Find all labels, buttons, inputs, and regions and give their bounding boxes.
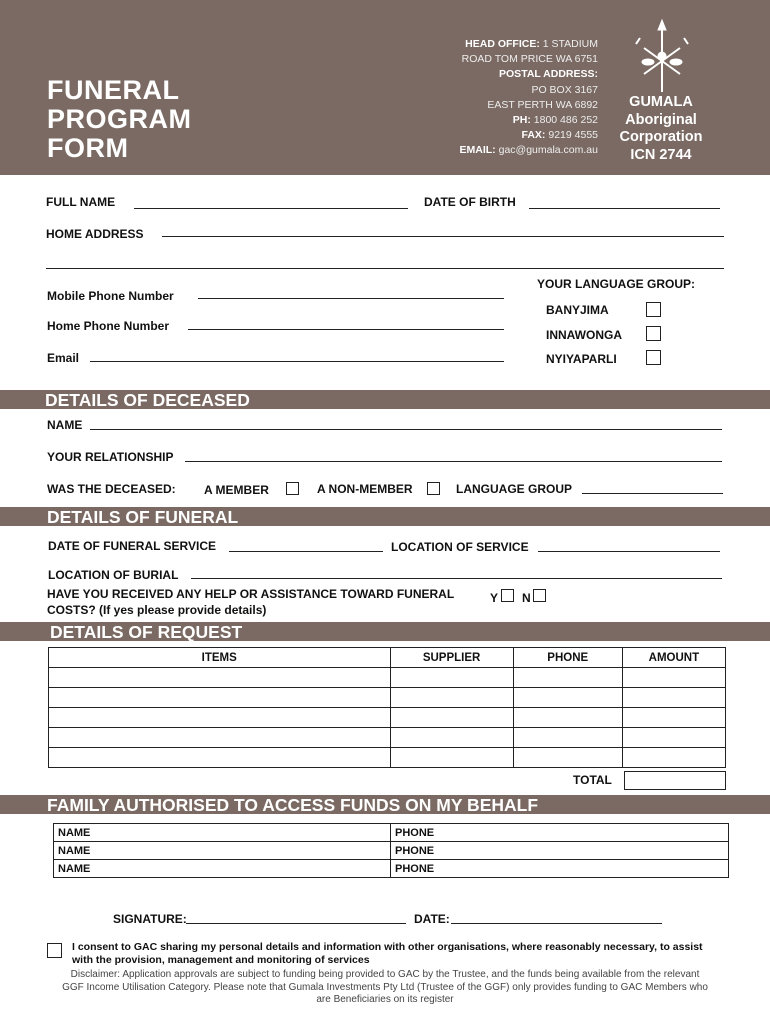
table-row	[49, 668, 726, 688]
head-office-text: 1 STADIUM	[542, 38, 598, 50]
deceased-name-field[interactable]	[90, 429, 722, 430]
column-header: AMOUNT	[622, 648, 725, 668]
table-cell[interactable]	[390, 708, 513, 728]
disclaimer-line: are Beneficiaries on its register	[316, 994, 454, 1005]
column-header: SUPPLIER	[390, 648, 513, 668]
table-header-row	[49, 648, 726, 668]
deceased-language-label: LANGUAGE GROUP	[456, 482, 573, 496]
table-cell[interactable]	[49, 708, 391, 728]
table-cell[interactable]	[513, 668, 622, 688]
fax-label: FAX:	[521, 129, 546, 142]
nyiyaparli-checkbox[interactable]	[646, 350, 661, 365]
table-cell[interactable]	[513, 748, 622, 768]
disclaimer	[30, 969, 740, 1007]
logo-line: Aboriginal	[625, 111, 697, 128]
consent-line: I consent to GAC sharing my personal details and information with other organisations, where reasonably necessary, to assist	[72, 941, 703, 953]
column-header: ITEMS	[49, 648, 391, 668]
funeral-date-label: DATE OF FUNERAL SERVICE	[48, 539, 217, 553]
disclaimer-line: GGF Income Utilisation Category. Please note that Gumala Investments Pty Ltd (Trustee of the GGF) only provides funding to GAC Members who	[62, 981, 708, 993]
table-row	[49, 728, 726, 748]
funeral-date-field[interactable]	[229, 551, 383, 552]
logo-line: Corporation	[619, 129, 703, 145]
section-bar-funeral	[0, 507, 770, 526]
service-location-field[interactable]	[538, 551, 720, 552]
head-office-label: HEAD OFFICE:	[465, 38, 540, 50]
table-cell[interactable]	[49, 668, 391, 688]
table-cell[interactable]	[390, 748, 513, 768]
relationship-label: YOUR RELATIONSHIP	[47, 450, 174, 464]
dob-label: DATE OF BIRTH	[424, 195, 516, 209]
table-cell[interactable]	[622, 668, 725, 688]
title-line: PROGRAM	[47, 104, 192, 134]
section-bar-request	[0, 622, 770, 641]
deceased-language-field[interactable]	[582, 493, 723, 494]
deceased-name-label: NAME	[47, 418, 83, 432]
postal-text: PO BOX 3167	[531, 83, 598, 96]
family-phone-cell[interactable]: PHONE	[391, 842, 729, 860]
was-deceased-label: WAS THE DECEASED:	[47, 482, 176, 496]
section-heading: FAMILY AUTHORISED TO ACCESS FUNDS ON MY BEHALF	[47, 795, 539, 815]
home-phone-field[interactable]	[188, 329, 504, 330]
table-row	[49, 688, 726, 708]
table-row	[54, 860, 729, 878]
language-option-innawonga: INNAWONGA	[546, 328, 622, 342]
innawonga-checkbox[interactable]	[646, 326, 661, 341]
table-cell[interactable]	[390, 668, 513, 688]
fax-text: 9219 4555	[548, 129, 598, 142]
table-cell[interactable]	[390, 728, 513, 748]
gumala-logo-icon	[632, 18, 692, 94]
home-address-label: HOME ADDRESS	[46, 227, 144, 241]
logo-line: ICN 2744	[630, 146, 692, 163]
table-cell[interactable]	[622, 688, 725, 708]
table-row	[54, 824, 729, 842]
family-table	[53, 823, 729, 878]
table-cell[interactable]	[513, 728, 622, 748]
table-row	[49, 748, 726, 768]
section-bar-family	[0, 795, 770, 814]
email-text: gac@gumala.com.au	[498, 144, 598, 157]
postal-text: EAST PERTH WA 6892	[487, 98, 598, 111]
home-address-field[interactable]	[162, 236, 724, 237]
email-label: EMAIL:	[459, 144, 496, 157]
table-cell[interactable]	[49, 728, 391, 748]
yes-checkbox[interactable]	[501, 589, 514, 602]
signature-field[interactable]	[186, 923, 406, 924]
mobile-field[interactable]	[198, 298, 504, 299]
phone-label: PH:	[512, 114, 531, 127]
burial-location-label: LOCATION OF BURIAL	[48, 568, 179, 582]
table-cell[interactable]	[49, 748, 391, 768]
logo-text	[612, 94, 710, 164]
section-bar-deceased	[0, 390, 770, 409]
language-option-nyiyaparli: NYIYAPARLI	[546, 352, 617, 366]
table-cell[interactable]	[390, 688, 513, 708]
non-member-label: A NON-MEMBER	[317, 482, 413, 496]
postal-label: POSTAL ADDRESS:	[499, 68, 598, 81]
table-cell[interactable]	[513, 708, 622, 728]
table-cell[interactable]	[622, 748, 725, 768]
phone-text: 1800 486 252	[533, 114, 598, 127]
member-checkbox[interactable]	[286, 482, 299, 495]
signature-label: SIGNATURE:	[113, 912, 187, 926]
table-row	[54, 842, 729, 860]
table-cell[interactable]	[513, 688, 622, 708]
request-table	[48, 647, 726, 768]
contact-block	[420, 37, 598, 159]
family-name-cell[interactable]: NAME	[54, 860, 391, 878]
disclaimer-line: Disclaimer: Application approvals are subject to funding being provided to GAC by the Trustee, and the funds being available from the relevant	[70, 969, 700, 980]
title-line: FUNERAL	[47, 75, 180, 105]
member-label: A MEMBER	[204, 483, 269, 497]
total-label: TOTAL	[573, 773, 612, 787]
full-name-label: FULL NAME	[46, 195, 116, 209]
home-phone-label: Home Phone Number	[47, 319, 170, 333]
family-phone-cell[interactable]: PHONE	[391, 824, 729, 842]
banyjima-checkbox[interactable]	[646, 302, 661, 317]
email-label: Email	[47, 351, 80, 365]
section-heading: DETAILS OF FUNERAL	[47, 507, 239, 527]
family-phone-cell[interactable]: PHONE	[391, 860, 729, 878]
language-option-banyjima: BANYJIMA	[546, 303, 609, 317]
service-location-label: LOCATION OF SERVICE	[391, 540, 529, 554]
consent-checkbox[interactable]	[47, 943, 62, 958]
logo-line: GUMALA	[629, 94, 693, 110]
title-line: FORM	[47, 133, 129, 163]
full-name-field[interactable]	[134, 208, 408, 209]
family-name-cell[interactable]: NAME	[54, 824, 391, 842]
assistance-question: HAVE YOU RECEIVED ANY HELP OR ASSISTANCE TOWARD FUNERAL	[47, 587, 455, 601]
column-header: PHONE	[513, 648, 622, 668]
home-address-field-2[interactable]	[46, 268, 724, 269]
relationship-field[interactable]	[185, 461, 722, 462]
non-member-checkbox[interactable]	[427, 482, 440, 495]
mobile-label: Mobile Phone Number	[47, 289, 174, 303]
assistance-question-2: COSTS? (If yes please provide details)	[47, 603, 267, 617]
section-heading: DETAILS OF REQUEST	[50, 622, 243, 642]
head-office-text: ROAD TOM PRICE WA 6751	[461, 53, 598, 66]
email-field[interactable]	[90, 361, 504, 362]
language-group-label: YOUR LANGUAGE GROUP:	[537, 277, 696, 291]
table-cell[interactable]	[622, 728, 725, 748]
burial-location-field[interactable]	[191, 578, 722, 579]
table-row	[49, 708, 726, 728]
no-checkbox[interactable]	[533, 589, 546, 602]
no-label: N	[522, 591, 531, 605]
table-cell[interactable]	[622, 708, 725, 728]
consent-text	[72, 941, 703, 967]
section-heading: DETAILS OF DECEASED	[45, 390, 250, 410]
family-name-cell[interactable]: NAME	[54, 842, 391, 860]
date-label: DATE:	[414, 912, 450, 926]
table-cell[interactable]	[49, 688, 391, 708]
date-field[interactable]	[451, 923, 662, 924]
total-field[interactable]	[624, 771, 726, 790]
consent-line: with the provision, management and monitoring of services	[72, 954, 370, 966]
yes-label: Y	[490, 591, 499, 605]
form-title	[47, 76, 192, 163]
dob-field[interactable]	[529, 208, 720, 209]
